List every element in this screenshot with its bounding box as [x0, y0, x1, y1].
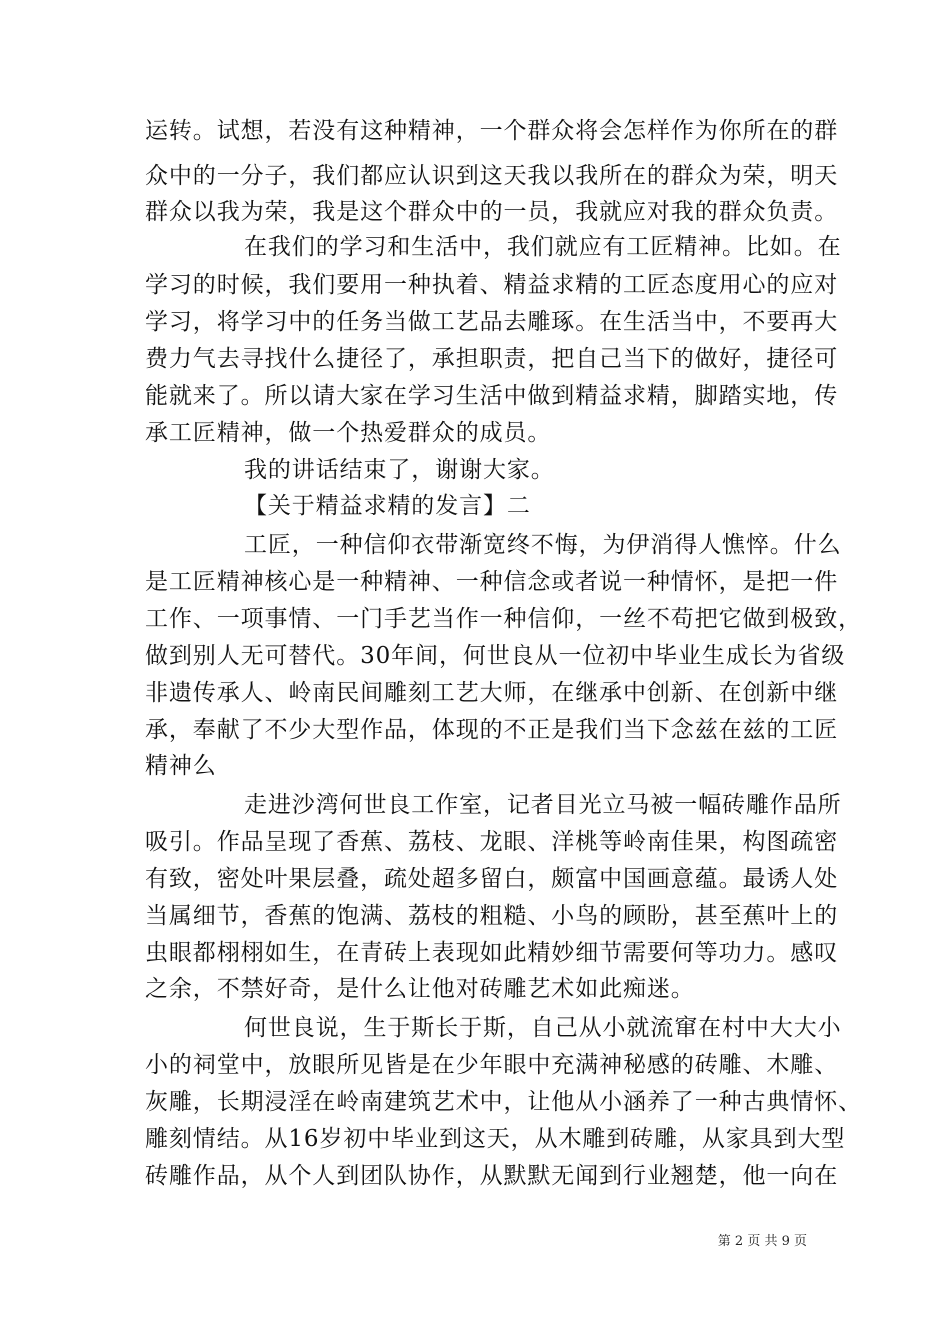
text-line: 非遗传承人、岭南民间雕刻工艺大师，在继承中创新、在创新中继 — [145, 680, 839, 706]
text-line: 当属细节，香蕉的饱满、荔枝的粗糙、小鸟的顾盼，甚至蕉叶上的 — [145, 903, 839, 929]
text-line: 承工匠精神，做一个热爱群众的成员。 — [145, 420, 552, 446]
text-line: 学习的时候，我们要用一种执着、精益求精的工匠态度用心的应对 — [145, 272, 839, 298]
text-line: 虫眼都栩栩如生，在青砖上表现如此精妙细节需要何等功力。感叹 — [145, 940, 839, 966]
text-line: 承，奉献了不少大型作品，体现的不正是我们当下念兹在兹的工匠 — [145, 717, 839, 743]
text-line: 灰雕，长期浸淫在岭南建筑艺术中，让他从小涵养了一种古典情怀、 — [145, 1089, 862, 1115]
text-line: 能就来了。所以请大家在学习生活中做到精益求精，脚踏实地，传 — [145, 383, 839, 409]
text-line: 有致，密处叶果层叠，疏处超多留白，颇富中国画意蕴。最诱人处 — [145, 866, 839, 892]
text-line: 小的祠堂中，放眼所见皆是在少年眼中充满神秘感的砖雕、木雕、 — [145, 1052, 839, 1078]
text-line: 众中的一分子，我们都应认识到这天我以我所在的群众为荣，明天 — [145, 163, 839, 189]
paragraph-start-line: 走进沙湾何世良工作室，记者目光立马被一幅砖雕作品所 — [244, 792, 842, 818]
paragraph-start-line: 工匠，一种信仰衣带渐宽终不悔，为伊消得人憔悴。什么 — [244, 532, 842, 558]
text-line: 做到别人无可替代。30年间，何世良从一位初中毕业生成长为省级 — [145, 643, 846, 669]
text-line: 群众以我为荣，我是这个群众中的一员，我就应对我的群众负责。 — [145, 199, 839, 225]
closing-line: 我的讲话结束了，谢谢大家。 — [244, 457, 555, 483]
text-line: 精神么 — [145, 753, 217, 779]
paragraph-start-line: 在我们的学习和生活中，我们就应有工匠精神。比如。在 — [244, 234, 842, 260]
text-line: 砖雕作品，从个人到团队协作，从默默无闻到行业翘楚，他一向在 — [145, 1163, 839, 1189]
text-line: 运转。试想，若没有这种精神，一个群众将会怎样作为你所在的群 — [145, 118, 839, 144]
text-line: 学习，将学习中的任务当做工艺品去雕琢。在生活当中，不要再大 — [145, 309, 839, 335]
text-line: 工作、一项事情、一门手艺当作一种信仰，一丝不苟把它做到极致， — [145, 606, 862, 632]
text-line: 费力气去寻找什么捷径了，承担职责，把自己当下的做好，捷径可 — [145, 346, 839, 372]
text-line: 雕刻情结。从16岁初中毕业到这天，从木雕到砖雕，从家具到大型 — [145, 1126, 846, 1152]
page-number: 第 2 页 共 9 页 — [717, 1234, 807, 1249]
text-line: 之余，不禁好奇，是什么让他对砖雕艺术如此痴迷。 — [145, 976, 695, 1002]
section-heading: 【关于精益求精的发言】二 — [244, 493, 531, 519]
text-line: 是工匠精神核心是一种精神、一种信念或者说一种情怀，是把一件 — [145, 569, 839, 595]
text-line: 吸引。作品呈现了香蕉、荔枝、龙眼、洋桃等岭南佳果，构图疏密 — [145, 829, 839, 855]
paragraph-start-line: 何世良说，生于斯长于斯，自己从小就流窜在村中大大小 — [244, 1015, 842, 1041]
